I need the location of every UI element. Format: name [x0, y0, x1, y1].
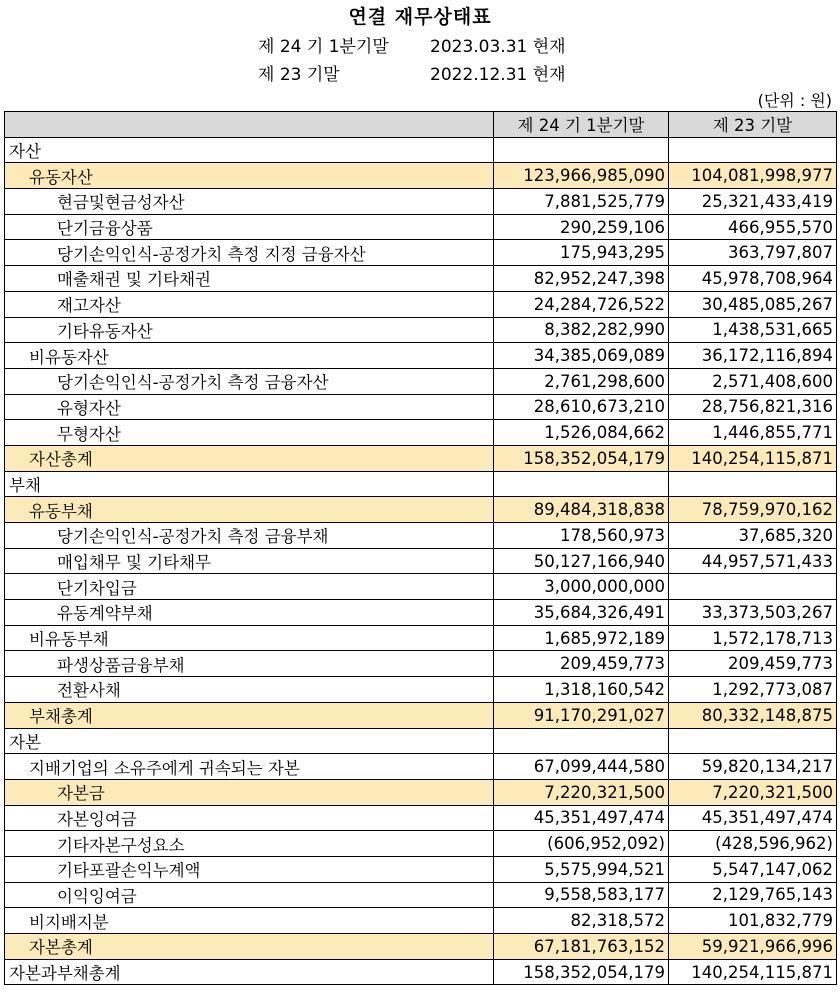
row-label: 기타포괄손익누계액: [5, 856, 494, 882]
row-label: 비지배지분: [5, 908, 494, 934]
statement-title: 연결 재무상태표: [348, 6, 492, 28]
row-current-value: 91,170,291,027: [494, 702, 669, 728]
row-prior-value: 59,820,134,217: [669, 754, 837, 780]
row-prior-value: 363,797,807: [669, 240, 837, 266]
row-label: 재고자산: [5, 291, 494, 317]
row-label: 기타자본구성요소: [5, 831, 494, 857]
row-prior-value: 33,373,503,267: [669, 600, 837, 626]
period-current: [258, 32, 598, 56]
table-row: [5, 445, 837, 471]
period-current-label: 제 24 기 1분기말: [258, 37, 389, 57]
row-prior-value: [669, 728, 837, 754]
row-label: 유동자산: [5, 163, 494, 189]
row-prior-value: 7,220,321,500: [669, 779, 837, 805]
row-prior-value: 28,756,821,316: [669, 394, 837, 420]
row-current-value: 290,259,106: [494, 214, 669, 240]
header-current-period: 제 24 기 1분기말: [494, 112, 669, 138]
row-prior-value: 140,254,115,871: [669, 445, 837, 471]
table-row: [5, 651, 837, 677]
row-current-value: 82,952,247,398: [494, 266, 669, 292]
row-prior-value: 140,254,115,871: [669, 959, 837, 985]
balance-sheet-table: [4, 111, 837, 985]
table-header-row: [5, 112, 837, 138]
table-row: [5, 882, 837, 908]
row-label: 유동계약부채: [5, 600, 494, 626]
row-prior-value: 44,957,571,433: [669, 548, 837, 574]
row-label: 부채: [5, 471, 494, 497]
table-row: [5, 805, 837, 831]
row-prior-value: 30,485,085,267: [669, 291, 837, 317]
row-current-value: 24,284,726,522: [494, 291, 669, 317]
table-row: [5, 934, 837, 960]
table-row: [5, 959, 837, 985]
table-row: [5, 343, 837, 369]
table-row: [5, 754, 837, 780]
row-current-value: 7,881,525,779: [494, 189, 669, 215]
row-current-value: [494, 137, 669, 163]
row-label: 당기손익인식-공정가치 측정 지정 금융자산: [5, 240, 494, 266]
row-label: 이익잉여금: [5, 882, 494, 908]
table-row: [5, 471, 837, 497]
row-prior-value: 45,351,497,474: [669, 805, 837, 831]
row-current-value: 34,385,069,089: [494, 343, 669, 369]
period-prior-date: 2022.12.31 현재: [430, 65, 566, 85]
row-current-value: 28,610,673,210: [494, 394, 669, 420]
row-prior-value: 37,685,320: [669, 523, 837, 549]
table-row: [5, 394, 837, 420]
row-current-value: 9,558,583,177: [494, 882, 669, 908]
row-current-value: 67,099,444,580: [494, 754, 669, 780]
table-row: [5, 625, 837, 651]
period-prior: [258, 60, 598, 84]
row-label: 무형자산: [5, 420, 494, 446]
row-prior-value: [669, 137, 837, 163]
row-label: 비유동자산: [5, 343, 494, 369]
row-prior-value: 2,571,408,600: [669, 368, 837, 394]
row-label: 단기금융상품: [5, 214, 494, 240]
row-prior-value: 5,547,147,062: [669, 856, 837, 882]
table-row: [5, 831, 837, 857]
row-prior-value: 101,832,779: [669, 908, 837, 934]
row-label: 자산: [5, 137, 494, 163]
row-prior-value: 466,955,570: [669, 214, 837, 240]
row-label: 자본과부채총계: [5, 959, 494, 985]
row-current-value: 7,220,321,500: [494, 779, 669, 805]
table-row: [5, 856, 837, 882]
row-label: 매출채권 및 기타채권: [5, 266, 494, 292]
row-label: 단기차입금: [5, 574, 494, 600]
row-label: 파생상품금융부채: [5, 651, 494, 677]
table-row: [5, 163, 837, 189]
table-row: [5, 728, 837, 754]
table-row: [5, 240, 837, 266]
row-current-value: (606,952,092): [494, 831, 669, 857]
row-label: 자본잉여금: [5, 805, 494, 831]
table-body: [5, 137, 837, 985]
period-prior-label: 제 23 기말: [258, 65, 340, 85]
table-row: [5, 291, 837, 317]
row-current-value: 35,684,326,491: [494, 600, 669, 626]
row-current-value: 158,352,054,179: [494, 445, 669, 471]
row-label: 자본: [5, 728, 494, 754]
row-prior-value: 45,978,708,964: [669, 266, 837, 292]
row-prior-value: 1,572,178,713: [669, 625, 837, 651]
table-row: [5, 523, 837, 549]
row-label: 매입채무 및 기타채무: [5, 548, 494, 574]
row-label: 유동부채: [5, 497, 494, 523]
row-prior-value: 2,129,765,143: [669, 882, 837, 908]
table-row: [5, 266, 837, 292]
row-label: 현금및현금성자산: [5, 189, 494, 215]
row-current-value: 5,575,994,521: [494, 856, 669, 882]
row-current-value: 89,484,318,838: [494, 497, 669, 523]
row-current-value: 175,943,295: [494, 240, 669, 266]
row-current-value: [494, 728, 669, 754]
row-prior-value: 1,446,855,771: [669, 420, 837, 446]
row-current-value: 158,352,054,179: [494, 959, 669, 985]
header-prior-period: 제 23 기말: [669, 112, 837, 138]
row-label: 기타유동자산: [5, 317, 494, 343]
row-current-value: 8,382,282,990: [494, 317, 669, 343]
row-label: 비유동부채: [5, 625, 494, 651]
row-label: 지배기업의 소유주에게 귀속되는 자본: [5, 754, 494, 780]
row-current-value: 1,685,972,189: [494, 625, 669, 651]
row-current-value: 1,318,160,542: [494, 677, 669, 703]
row-label: 전환사채: [5, 677, 494, 703]
table-row: [5, 908, 837, 934]
row-current-value: 178,560,973: [494, 523, 669, 549]
row-prior-value: [669, 574, 837, 600]
table-row: [5, 317, 837, 343]
row-label: 당기손익인식-공정가치 측정 금융부채: [5, 523, 494, 549]
row-prior-value: (428,596,962): [669, 831, 837, 857]
table-row: [5, 368, 837, 394]
header-item: [5, 112, 494, 138]
row-current-value: 45,351,497,474: [494, 805, 669, 831]
row-label: 자본금: [5, 779, 494, 805]
row-prior-value: 78,759,970,162: [669, 497, 837, 523]
row-current-value: 2,761,298,600: [494, 368, 669, 394]
row-prior-value: 1,292,773,087: [669, 677, 837, 703]
row-prior-value: 104,081,998,977: [669, 163, 837, 189]
period-current-date: 2023.03.31 현재: [430, 37, 566, 57]
row-label: 자산총계: [5, 445, 494, 471]
table-row: [5, 548, 837, 574]
table-row: [5, 600, 837, 626]
row-prior-value: 25,321,433,419: [669, 189, 837, 215]
row-prior-value: 59,921,966,996: [669, 934, 837, 960]
row-current-value: [494, 471, 669, 497]
row-label: 당기손익인식-공정가치 측정 금융자산: [5, 368, 494, 394]
row-label: 유형자산: [5, 394, 494, 420]
row-prior-value: 1,438,531,665: [669, 317, 837, 343]
row-label: 부채총계: [5, 702, 494, 728]
row-current-value: 123,966,985,090: [494, 163, 669, 189]
table-row: [5, 574, 837, 600]
table-row: [5, 189, 837, 215]
row-current-value: 82,318,572: [494, 908, 669, 934]
table-row: [5, 214, 837, 240]
row-prior-value: 80,332,148,875: [669, 702, 837, 728]
unit-label: (단위 : 원): [757, 91, 832, 110]
table-row: [5, 779, 837, 805]
row-current-value: 1,526,084,662: [494, 420, 669, 446]
table-row: [5, 137, 837, 163]
table-row: [5, 497, 837, 523]
row-current-value: 67,181,763,152: [494, 934, 669, 960]
row-prior-value: [669, 471, 837, 497]
row-current-value: 50,127,166,940: [494, 548, 669, 574]
row-prior-value: 36,172,116,894: [669, 343, 837, 369]
row-current-value: 3,000,000,000: [494, 574, 669, 600]
row-label: 자본총계: [5, 934, 494, 960]
row-current-value: 209,459,773: [494, 651, 669, 677]
table-row: [5, 702, 837, 728]
table-row: [5, 677, 837, 703]
table-row: [5, 420, 837, 446]
row-prior-value: 209,459,773: [669, 651, 837, 677]
